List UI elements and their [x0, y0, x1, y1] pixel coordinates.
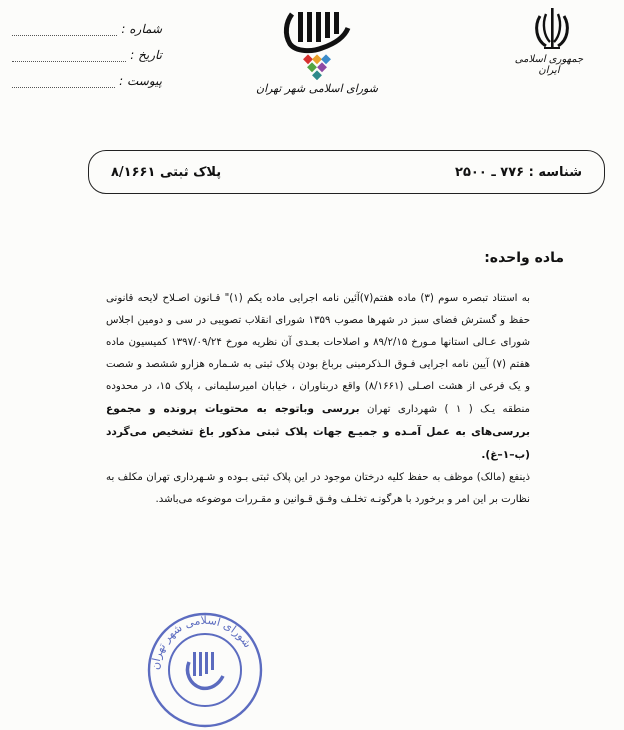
- number-label: شماره :: [121, 22, 162, 36]
- reference-box: [88, 150, 605, 194]
- body-paragraph-1-text: به استناد تبصره سوم (۳) ماده هفتم(۷)آئین نامه اجرایی ماده یکم (۱)" قـانون اصـلاح لایحه قانونی حفظ و گسترش فضای سبز در شهرها مصوب ۱۳۵۹ شورای انقلاب تصویبی در سی و دومین اجلاس شورای عـالی استانها مـورخ ۸۹/۲/۱۵ و اصلاحات بعـدی آن نظریه مورخ ۱۳۹۷/۰۹/۲۴ کمیسیون ماده هفتم (۷) آیین نامه اجرایی فـوق الـذکرمبنی برباغ بودن پلاک ثبتی به شـماره هزارو ششصد و شصت و یک فرعی از هشت اصـلی (۸/۱۶۶۱) واقع دربناوران ، خیابان امیرسلیمانی ، پلاک ۱۵، در محدوده منطقه یـک ( ۱ ) شهرداری تهران: [106, 293, 531, 415]
- attachment-row: [12, 62, 162, 88]
- document-meta: [12, 10, 162, 88]
- attachment-line: [12, 75, 115, 88]
- plate-number: پلاک ثبتی ۸/۱۶۶۱: [111, 164, 222, 180]
- date-row: [12, 36, 162, 62]
- number-line: [12, 23, 117, 36]
- emblem-caption: جمهوری اسلامی ایران: [514, 54, 584, 76]
- seal-text: شورای اسلامی شهر تهران: [148, 613, 255, 671]
- article-heading: ماده واحده:: [484, 250, 564, 266]
- iran-emblem-icon: [532, 6, 572, 54]
- body-paragraph-1: [106, 288, 530, 467]
- reference-code: شناسه : ۷۷۶ ـ ۲۵۰۰: [455, 164, 582, 180]
- number-row: [12, 10, 162, 36]
- attachment-label: پیوست :: [119, 74, 162, 88]
- date-line: [12, 49, 126, 62]
- document-body: [106, 288, 530, 511]
- body-paragraph-2: ذینفع (مالک) موظف به حفظ کلیه درختان موجود در این پلاک ثبتی بـوده و شـهرداری تهران مکلف به نظارت بر این امر و برخورد با هرگونـه تخلـف وفـق قـوانین و مقـررات موضوعه می‌باشد.: [106, 472, 530, 505]
- council-seal-stamp: [145, 610, 265, 730]
- city-council-logo-icon: [278, 8, 358, 80]
- logo-caption: شورای اسلامی شهر تهران: [256, 82, 378, 95]
- body-paragraph-1-bold: بررسی وباتوجه به محتویات پرونده و مجموع بررسی‌های به عمل آمـده و جمیـع جهات پلاک ثبتی مذکور باغ تشخیص می‌گردد (ب–۱–غ).: [106, 403, 530, 461]
- date-label: تاریخ :: [130, 48, 162, 62]
